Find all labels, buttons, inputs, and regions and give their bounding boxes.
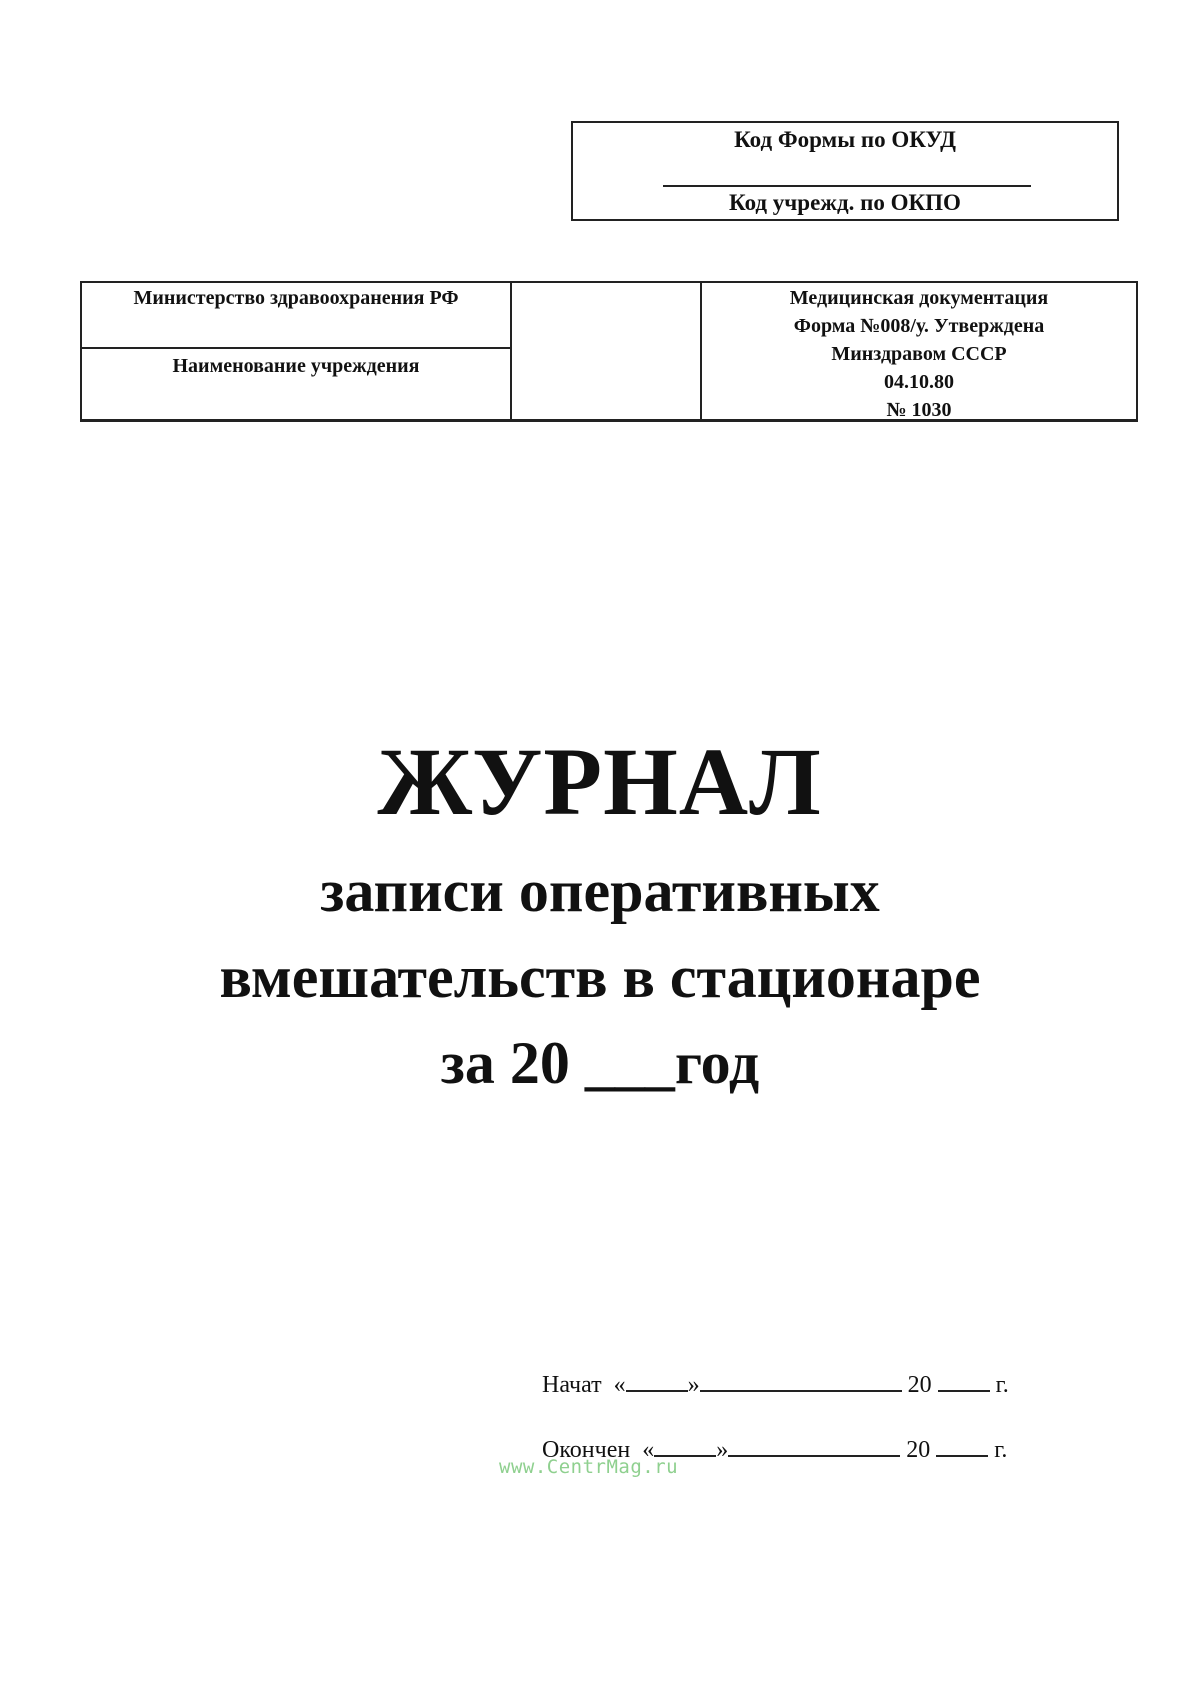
code-divider [663, 185, 1031, 187]
journal-title: ЖУРНАЛ [377, 728, 822, 835]
start-date-line [542, 1372, 1062, 1399]
month-blank [700, 1372, 902, 1392]
form-code-box [571, 121, 1119, 221]
year-suffix: г. [995, 1372, 1009, 1398]
okud-code-label: Код Формы по ОКУД [734, 127, 956, 152]
subtitle-year-line: за 20 ___год [440, 1030, 760, 1096]
open-quote: « [613, 1372, 626, 1398]
med-docs-line: № 1030 [886, 399, 952, 421]
end-label: Окончен [542, 1437, 631, 1463]
subtitle-line: записи оперативных [320, 858, 880, 924]
med-docs-line: Форма №008/у. Утверждена [793, 315, 1045, 337]
close-quote: » [716, 1437, 729, 1463]
institution-name: Наименование учреждения [172, 355, 420, 377]
okpo-code-label: Код учрежд. по ОКПО [729, 190, 961, 215]
ministry-name: Министерство здравоохранения РФ [133, 287, 459, 309]
year-prefix: 20 [906, 1437, 931, 1463]
year-suffix: г. [994, 1437, 1008, 1463]
open-quote: « [642, 1437, 655, 1463]
year-blank [938, 1372, 990, 1392]
close-quote: » [687, 1372, 700, 1398]
journal-subtitle [60, 848, 1140, 1106]
table-divider [510, 283, 512, 419]
year-prefix: 20 [907, 1372, 932, 1398]
medical-documentation-info [702, 284, 1136, 424]
day-blank [654, 1437, 716, 1457]
watermark: www.CentrMag.ru [499, 1456, 679, 1478]
med-docs-line: Медицинская документация [789, 287, 1049, 309]
med-docs-line: Минздравом СССР [831, 343, 1007, 365]
start-label: Начат [542, 1372, 602, 1398]
subtitle-line: вмешательств в стационаре [219, 944, 981, 1010]
month-blank [728, 1437, 900, 1457]
day-blank [626, 1372, 688, 1392]
header-table [80, 281, 1138, 422]
med-docs-line: 04.10.80 [884, 371, 954, 393]
year-blank [936, 1437, 988, 1457]
